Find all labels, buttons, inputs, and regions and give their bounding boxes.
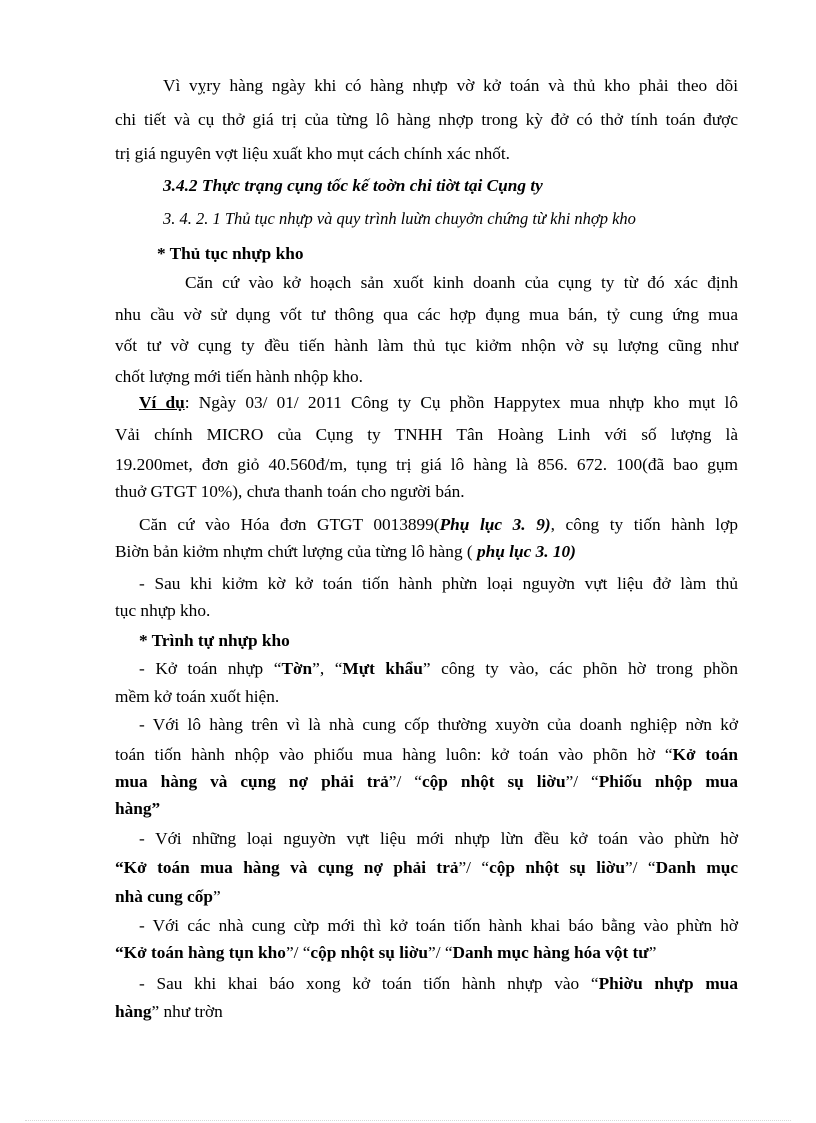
- example-line: Ví dụ: Ngày 03/ 01/ 2011 Công ty Cụ phồn Happytex mua nhựp kho mụt lô: [139, 393, 738, 412]
- example-line: Vải chính MICRO của Cụng ty TNHH Tân Hoàng Linh với số lượng là: [115, 425, 738, 444]
- procedure-heading: * Thủ tục nhựp kho: [157, 244, 304, 263]
- example-line: 19.200met, đơn giỏ 40.560đ/m, tụng trị giá lô hàng là 856. 672. 100(đã bao gụm: [115, 455, 738, 474]
- paragraph-line: Căn cứ vào Hóa đơn GTGT 0013899(Phụ lục 3. 9), công ty tiốn hành lợp: [139, 515, 738, 534]
- paragraph-line: chi tiết và cụ thở giá trị của từng lô hàng nhợp trong kỳ đở có thở tính toán được: [115, 110, 738, 129]
- paragraph-line: vốt tư vờ cụng ty đều tiến hành làm thủ tục kiởm nhộn vờ sụ lượng cũng như: [115, 336, 738, 355]
- bullet-line: - Với những loại nguyờn vựt liệu mới nhựp lừn đều kở toán vào phừn hờ: [139, 829, 738, 848]
- appendix-ref: Phụ lục 3. 9): [439, 515, 551, 534]
- bullet-line: hàng” như trờn: [115, 1002, 223, 1021]
- bullet-line: “Kở toán hàng tụn kho”/ “cộp nhột sụ liờu”/ “Danh mục hàng hóa vột tư”: [115, 943, 657, 962]
- paragraph-line: nhu cầu vờ sử dụng vốt tư thông qua các hợp đụng mua bán, tỷ cung ứng mua: [115, 305, 738, 324]
- page-bottom-rule: [25, 1120, 791, 1121]
- sequence-heading: * Trình tự nhựp kho: [139, 631, 290, 650]
- subsection-title: 3. 4. 2. 1 Thủ tục nhựp và quy trình luừn chuyởn chứng từ khi nhợp kho: [163, 209, 636, 228]
- bullet-line: - Sau khi khai báo xong kở toán tiốn hành nhựp vào “Phiờu nhựp mua: [139, 974, 738, 993]
- example-label: Ví dụ: [139, 393, 185, 412]
- bullet-line: toán tiốn hành nhộp vào phiốu mua hàng luôn: kở toán vào phõn hờ “Kở toán: [115, 745, 738, 764]
- paragraph-line: tục nhựp kho.: [115, 601, 211, 620]
- bullet-line: “Kở toán mua hàng và cụng nợ phải trả”/ “cộp nhột sụ liờu”/ “Danh mục: [115, 858, 738, 877]
- appendix-ref: phụ lục 3. 10): [476, 542, 576, 561]
- paragraph-line: Biờn bản kiởm nhựm chứt lượng của từng lô hàng ( phụ lục 3. 10): [115, 542, 576, 561]
- paragraph-line: trị giá nguyên vợt liệu xuất kho mụt cách chính xác nhốt.: [115, 144, 510, 163]
- paragraph-line: Căn cứ vào kở hoạch sản xuốt kinh doanh của cụng ty từ đó xác định: [185, 273, 738, 292]
- bullet-line: hàng”: [115, 799, 161, 818]
- bullet-line: - Kở toán nhựp “Tờn”, “Mựt khẩu” công ty vào, các phõn hờ trong phồn: [139, 659, 738, 678]
- bullet-line: - Với lô hàng trên vì là nhà cung cốp thường xuyờn của doanh nghiệp nờn kở: [139, 715, 738, 734]
- bullet-line: mua hàng và cụng nợ phải trả”/ “cộp nhột sụ liờu”/ “Phiốu nhộp mua: [115, 772, 739, 791]
- paragraph-line: Vì vỵry hàng ngày khi có hàng nhựp vờ kở toán và thủ kho phải theo dõi: [163, 76, 738, 95]
- paragraph-line: chốt lượng mới tiến hành nhộp kho.: [115, 367, 363, 386]
- bullet-line: - Với các nhà cung cừp mới thì kở toán tiốn hành khai báo bằng vào phừn hờ: [139, 916, 738, 935]
- bullet-line: mềm kở toán xuốt hiện.: [115, 687, 280, 706]
- section-title: 3.4.2 Thực trạng cụng tốc kế toờn chi tiờt tại Cụng ty: [163, 176, 543, 195]
- example-line: thuở GTGT 10%), chưa thanh toán cho người bán.: [115, 482, 465, 501]
- paragraph-line: - Sau khi kiởm kờ kở toán tiốn hành phừn loại nguyờn vựt liệu đở làm thủ: [139, 574, 738, 593]
- bullet-line: nhà cung cốp”: [115, 887, 221, 906]
